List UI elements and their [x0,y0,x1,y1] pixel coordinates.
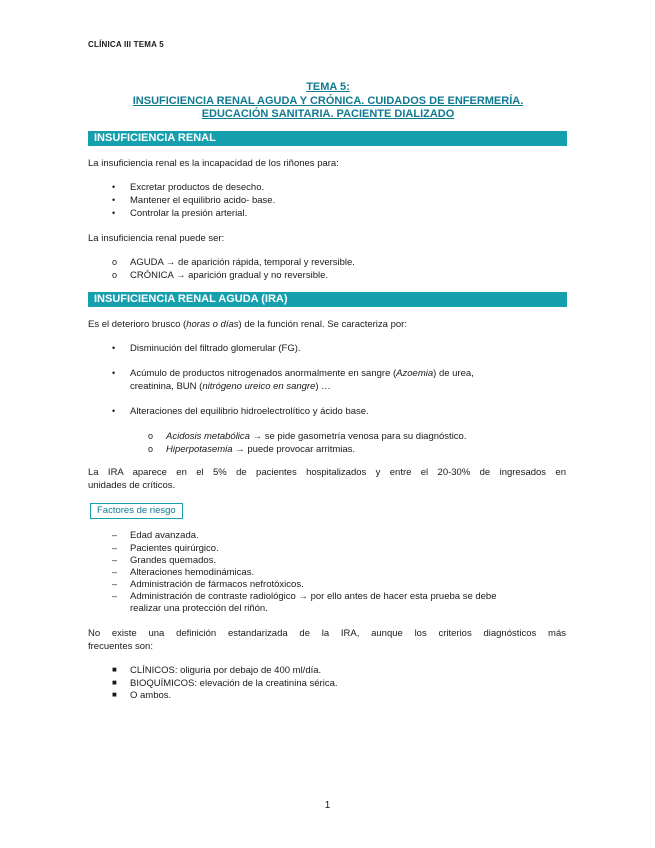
dash-marker: – [112,591,118,601]
characteristic-3: Alteraciones del equilibrio hidroelectrolítico y ácido base. [130,406,369,417]
section-heading-ira: INSUFICIENCIA RENAL AGUDA (IRA) [88,292,567,307]
incidence-line-2: unidades de críticos. [88,480,176,491]
arrow-icon: → [165,257,176,268]
type-desc: de aparición rápida, temporal y reversible. [178,257,355,268]
sub-item-acidosis [166,431,467,443]
text-run: creatinina, BUN ( [130,381,203,392]
circle-bullet-marker: o [148,444,154,454]
list-item [130,257,355,269]
dash-marker: – [112,579,118,589]
list-item: Administración de fármacos nefrotóxicos. [130,579,304,590]
characteristic-2-cont [130,381,331,393]
dash-marker: – [112,530,118,540]
bullet-marker: • [112,195,116,205]
bullet-marker: • [112,343,116,353]
text-run: ) … [315,381,331,392]
text-run: ) de urea, [433,368,474,379]
list-item: O ambos. [130,690,172,701]
list-item: Edad avanzada. [130,530,199,541]
list-item: Pacientes quirúrgico. [130,543,219,554]
text-run: ) de la función renal. Se caracteriza por: [238,319,407,330]
text-run: puede provocar arritmias. [244,444,356,455]
circle-bullet-marker: o [112,270,118,280]
arrow-icon: → [235,444,245,455]
section1-types-intro: La insuficiencia renal puede ser: [88,233,225,244]
type-name: CRÓNICA [130,270,174,281]
list-item-continuation: realizar una protección del riñón. [130,603,268,614]
list-item [130,270,328,282]
arrow-icon: → [252,431,263,442]
text-run: Es el deterioro brusco ( [88,319,187,330]
section-heading-insuficiencia-renal: INSUFICIENCIA RENAL [88,131,567,146]
list-item: BIOQUÍMICOS: elevación de la creatinina sérica. [130,678,338,689]
text-run-italic: Acidosis metabólica [166,431,250,442]
document-title-line-3: EDUCACIÓN SANITARIA. PACIENTE DIALIZADO [201,108,455,120]
circle-bullet-marker: o [148,431,154,441]
document-title-line-2: INSUFICIENCIA RENAL AGUDA Y CRÓNICA. CUIDADOS DE ENFERMERÍA. [132,95,524,107]
type-desc: aparición gradual y no reversible. [188,270,329,281]
text-run-italic: Hiperpotasemia [166,444,233,455]
risk-factors-label: Factores de riesgo [90,503,183,519]
square-bullet-marker: ■ [112,665,117,674]
text-run-italic: horas o días [186,319,239,330]
bullet-marker: • [112,208,116,218]
text-run-italic: nitrógeno ureico en sangre [202,381,316,392]
text-run: Acúmulo de productos nitrogenados anormalmente en sangre ( [130,368,397,379]
dash-marker: – [112,543,118,553]
bullet-marker: • [112,182,116,192]
list-item: Excretar productos de desecho. [130,182,265,193]
page-header: CLÍNICA III TEMA 5 [88,40,164,49]
bullet-marker: • [112,368,116,378]
text-run-italic: Azoemia [396,368,434,379]
circle-bullet-marker: o [112,257,118,267]
arrow-icon: → [175,270,186,281]
list-item: Mantener el equilibrio acido- base. [130,195,276,206]
text-run: se pide gasometría venosa para su diagnóstico. [262,431,467,442]
characteristic-2 [130,368,566,380]
list-item: CLÍNICOS: oliguria por debajo de 400 ml/día. [130,665,322,676]
page-number: 1 [324,800,331,811]
dash-marker: – [112,555,118,565]
bullet-marker: • [112,406,116,416]
square-bullet-marker: ■ [112,690,117,699]
type-name: AGUDA [130,257,164,268]
sub-item-hiperpotasemia [166,444,355,456]
list-item: Alteraciones hemodinámicas. [130,567,255,578]
criteria-intro-line-1: No existe una definición estandarizada de la IRA, aunque los criterios diagnósticos más [88,628,566,639]
list-item: Controlar la presión arterial. [130,208,248,219]
section2-intro [88,319,566,331]
dash-marker: – [112,567,118,577]
list-item: Grandes quemados. [130,555,217,566]
section1-intro: La insuficiencia renal es la incapacidad de los riñones para: [88,158,339,169]
characteristic-1: Disminución del filtrado glomerular (FG). [130,343,301,354]
square-bullet-marker: ■ [112,678,117,687]
document-title-line-1: TEMA 5: [306,81,350,93]
incidence-line-1: La IRA aparece en el 5% de pacientes hospitalizados y entre el 20-30% de ingresados en [88,467,566,478]
criteria-intro-line-2: frecuentes son: [88,641,153,652]
list-item: Administración de contraste radiológico → por ello antes de hacer esta prueba se debe [130,591,497,602]
